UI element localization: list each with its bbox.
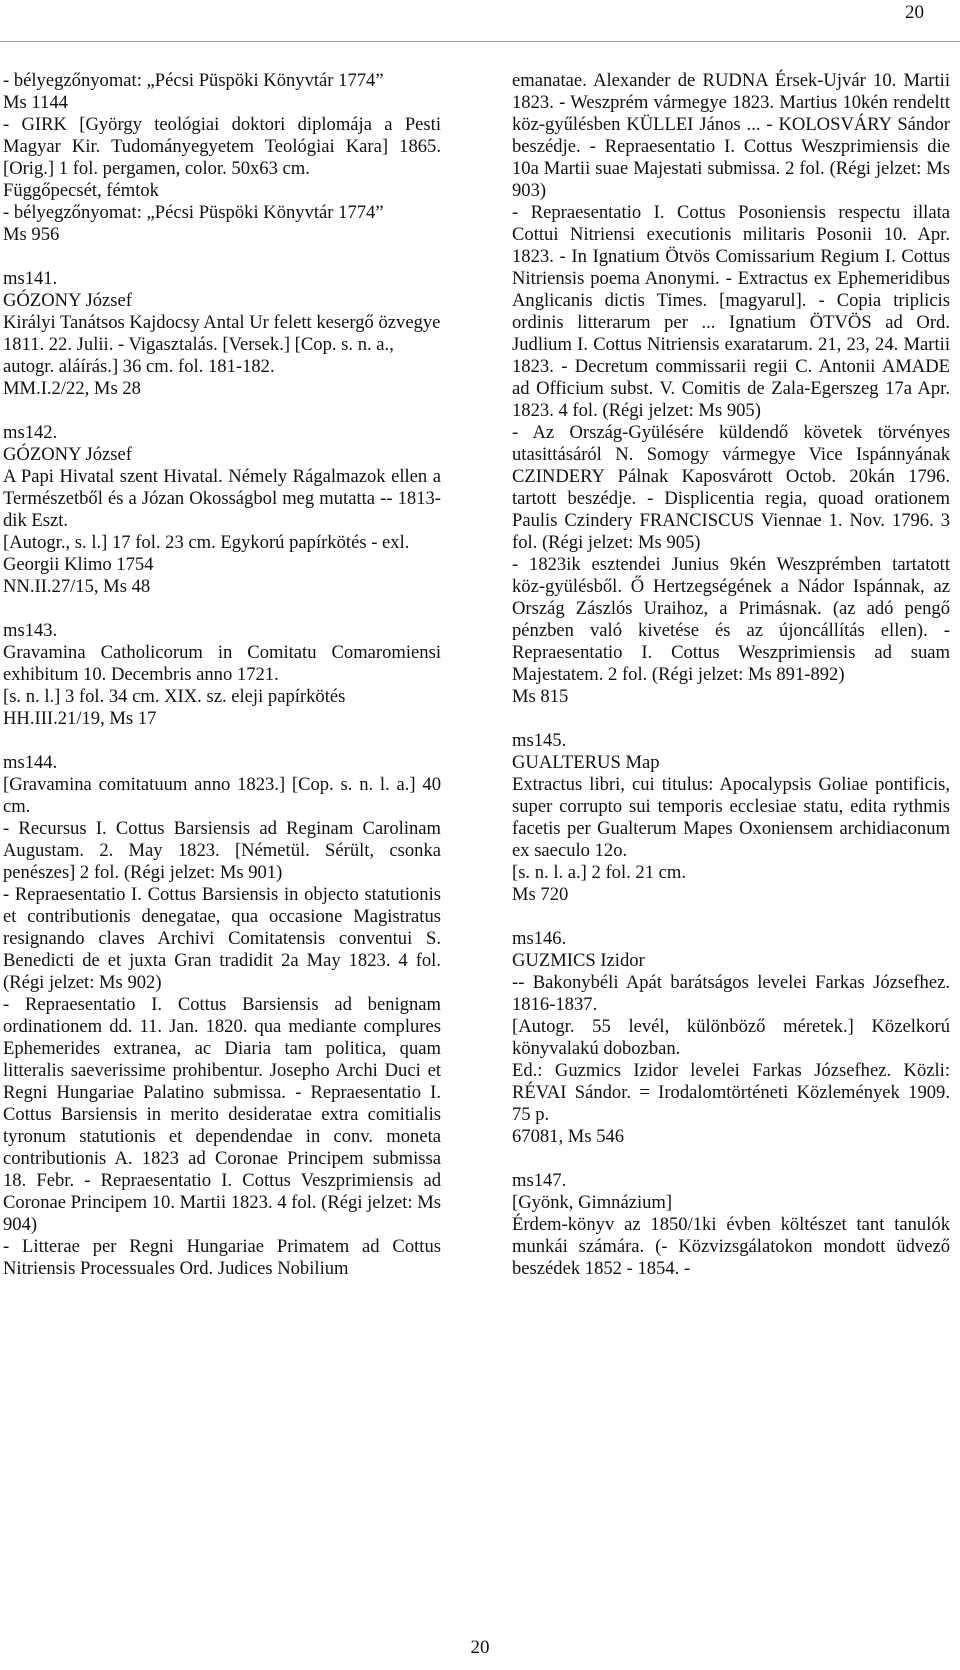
- right-text-line: GUALTERUS Map: [512, 752, 660, 773]
- left-text-line: - Recursus I. Cottus Barsiensis ad Reginam Carolinam Augustam. 2. May 1823. [Németül. Sérült, csonka penészes] 2 fol. (Régi jelzet: Ms 901): [3, 818, 441, 883]
- header-page-number: 20: [905, 2, 924, 23]
- left-text-line: - GIRK [György teológiai doktori diplomája a Pesti Magyar Kir. Tudományegyetem Teológiai Kara] 1865. [Orig.] 1 fol. pergamen, color. 50x63 cm.: [3, 114, 441, 179]
- right-text-line: -- Bakonybéli Apát barátságos levelei Farkas Józsefhez. 1816-1837.: [512, 972, 950, 1015]
- header-rule: [0, 41, 960, 42]
- left-text-line: [s. n. l.] 3 fol. 34 cm. XIX. sz. eleji papírkötés: [3, 686, 346, 707]
- left-text-line: - Repraesentatio I. Cottus Barsiensis ad benignam ordinationem dd. 11. Jan. 1820. qua mediante complures Ephemerides extranea, ac Diaria tam politica, quam litteralis saeverissime prohibentur. Josepho Archi Duci et Regni Hungariae Palatino submissa. - Repraesentatio I. Cottus Barsiensis in merito desideratae extra comitialis tyronum statutionis et dependendae in conv. moneta contributionis A. 1823 ad Coronae Principem submissa 18. Febr. - Repraesentatio I. Cottus Veszprimiensis ad Coronae Principem 10. Martii 1823. 4 fol. (Régi jelzet: Ms 904): [3, 994, 441, 1235]
- right-text-line: 67081, Ms 546: [512, 1126, 625, 1147]
- right-text-line: Extractus libri, cui titulus: Apocalypsis Goliae pontificis, super corrupto sui temporis ecclesiae statu, edita rythmis facetis per Gualterum Mapes Oxoniensem archidiaconum ex saeculo 12o.: [512, 774, 950, 861]
- left-text-line: NN.II.27/15, Ms 48: [3, 576, 151, 597]
- left-text-line: ms144.: [3, 752, 58, 773]
- left-text-line: ms143.: [3, 620, 58, 641]
- right-text-line: Ed.: Guzmics Izidor levelei Farkas Józsefhez. Közli: RÉVAI Sándor. = Irodalomtörténeti Közlemények 1909. 75 p.: [512, 1060, 950, 1125]
- left-text-line: HH.III.21/19, Ms 17: [3, 708, 157, 729]
- right-text-line: ms146.: [512, 928, 567, 949]
- footer-page-number: 20: [470, 1637, 490, 1658]
- left-text-line: GÓZONY József: [3, 290, 132, 311]
- right-text-line: [Autogr. 55 levél, különböző méretek.] Közelkorú könyvalakú dobozban.: [512, 1016, 950, 1059]
- left-text-line: Gravamina Catholicorum in Comitatu Comaromiensi exhibitum 10. Decembris anno 1721.: [3, 642, 441, 685]
- right-text-line: Ms 720: [512, 884, 569, 905]
- right-column: [512, 70, 950, 1280]
- right-text-line: ms145.: [512, 730, 567, 751]
- paragraph-gap: [3, 400, 441, 422]
- right-text-line: - 1823ik esztendei Junius 9kén Weszprémben tartatott köz-gyülésből. Ő Hertzegségének a Nádor Ispánnak, az Ország Zászlós Uraihoz, a Primásnak. (az adó pengő pénzben való kivetése és az újoncállítás ellen). - Repraesentatio I. Cottus Weszprimiensis ad suam Majestatem. 2 fol. (Régi jelzet: Ms 891-892): [512, 554, 950, 685]
- right-text-line: Ms 815: [512, 686, 569, 707]
- left-text-line: ms142.: [3, 422, 58, 443]
- right-text-line: [s. n. l. a.] 2 fol. 21 cm.: [512, 862, 687, 883]
- paragraph-gap: [3, 730, 441, 752]
- left-text-line: - Litterae per Regni Hungariae Primatem ad Cottus Nitriensis Processuales Ord. Judices Nobilium: [3, 1236, 441, 1279]
- left-text-line: A Papi Hivatal szent Hivatal. Némely Rágalmazok ellen a Természetből és a Józan Okosságbol meg mutatta -- 1813-dik Eszt.: [3, 466, 441, 531]
- right-text-line: Érdem-könyv az 1850/1ki évben költészet tant tanulók munkái számára. (- Közvizsgálatokon mondott üdvező beszédek 1852 - 1854. -: [512, 1214, 950, 1279]
- left-text-line: - bélyegzőnyomat: „Pécsi Püspöki Könyvtár 1774”: [3, 202, 384, 223]
- left-column: [3, 70, 441, 1280]
- left-text-line: [Autogr., s. l.] 17 fol. 23 cm. Egykorú papírkötés - exl. Georgii Klimo 1754: [3, 532, 410, 575]
- left-text-line: Ms 956: [3, 224, 60, 245]
- left-text-line: MM.I.2/22, Ms 28: [3, 378, 141, 399]
- right-text-line: GUZMICS Izidor: [512, 950, 645, 971]
- left-text-line: Függőpecsét, fémtok: [3, 180, 159, 201]
- left-text-line: ms141.: [3, 268, 58, 289]
- paragraph-gap: [3, 246, 441, 268]
- right-text-line: [Gyönk, Gimnázium]: [512, 1192, 673, 1213]
- left-text-line: - bélyegzőnyomat: „Pécsi Püspöki Könyvtár 1774”: [3, 70, 384, 91]
- left-text-line: Ms 1144: [3, 92, 68, 113]
- left-text-line: - Repraesentatio I. Cottus Barsiensis in objecto statutionis et contributionis denegatae, qua occasione Magistratus resignando claves Archivi Comitatensis conventui S. Benedicti de et juxta Gran tradidit 2a May 1823. 4 fol. (Régi jelzet: Ms 902): [3, 884, 441, 993]
- left-text-line: Királyi Tanátsos Kajdocsy Antal Ur felett kesergő özvegye 1811. 22. Julii. - Vigasztalás. [Versek.] [Cop. s. n. a., autogr. aláírás.] 36 cm. fol. 181-182.: [3, 312, 441, 377]
- paragraph-gap: [3, 598, 441, 620]
- paragraph-gap: [512, 708, 950, 730]
- left-text-line: GÓZONY József: [3, 444, 132, 465]
- paragraph-gap: [512, 1148, 950, 1170]
- right-text-line: - Repraesentatio I. Cottus Posoniensis respectu illata Cottui Nitriensi executionis militaris Posonii 10. Apr. 1823. - In Ignatium Ötvös Comissarium Regium I. Cottus Nitriensis poema Anonymi. - Extractus ex Ephemeridibus Anglicanis dictis Times. [magyarul]. - Copia triplicis ordinis litterarum per ... Ignatium ÖTVÖS ad Ord. Judlium I. Cottus Nitriensis exaratarum. 21, 23, 24. Martii 1823. - Decretum commissarii regii C. Antonii AMADE ad Officium subst. V. Comitis de Zala-Egerszeg 17a Apr. 1823. 4 fol. (Régi jelzet: Ms 905): [512, 202, 950, 421]
- right-text-line: - Az Ország-Gyülésére küldendő követek törvényes utasittásáról N. Somogy vármegye Vice Ispánnyának CZINDERY Pálnak Kaposvárott Octob. 20kán 1796. tartott beszédje. - Displicentia regia, quoad orationem Paulis Czindery FRANCISCUS Viennae 1. Nov. 1796. 3 fol. (Régi jelzet: Ms 905): [512, 422, 950, 553]
- left-text-line: [Gravamina comitatuum anno 1823.] [Cop. s. n. l. a.] 40 cm.: [3, 774, 441, 817]
- paragraph-gap: [512, 906, 950, 928]
- right-text-line: emanatae. Alexander de RUDNA Érsek-Ujvár 10. Martii 1823. - Weszprém vármegye 1823. Martius 10kén rendeltt köz-gyűlésben KÜLLEI János ... - KOLOSVÁRY Sándor beszédje. - Repraesentatio I. Cottus Weszprimiensis die 10a Martii suae Majestati submissa. 2 fol. (Régi jelzet: Ms 903): [512, 70, 950, 201]
- right-text-line: ms147.: [512, 1170, 567, 1191]
